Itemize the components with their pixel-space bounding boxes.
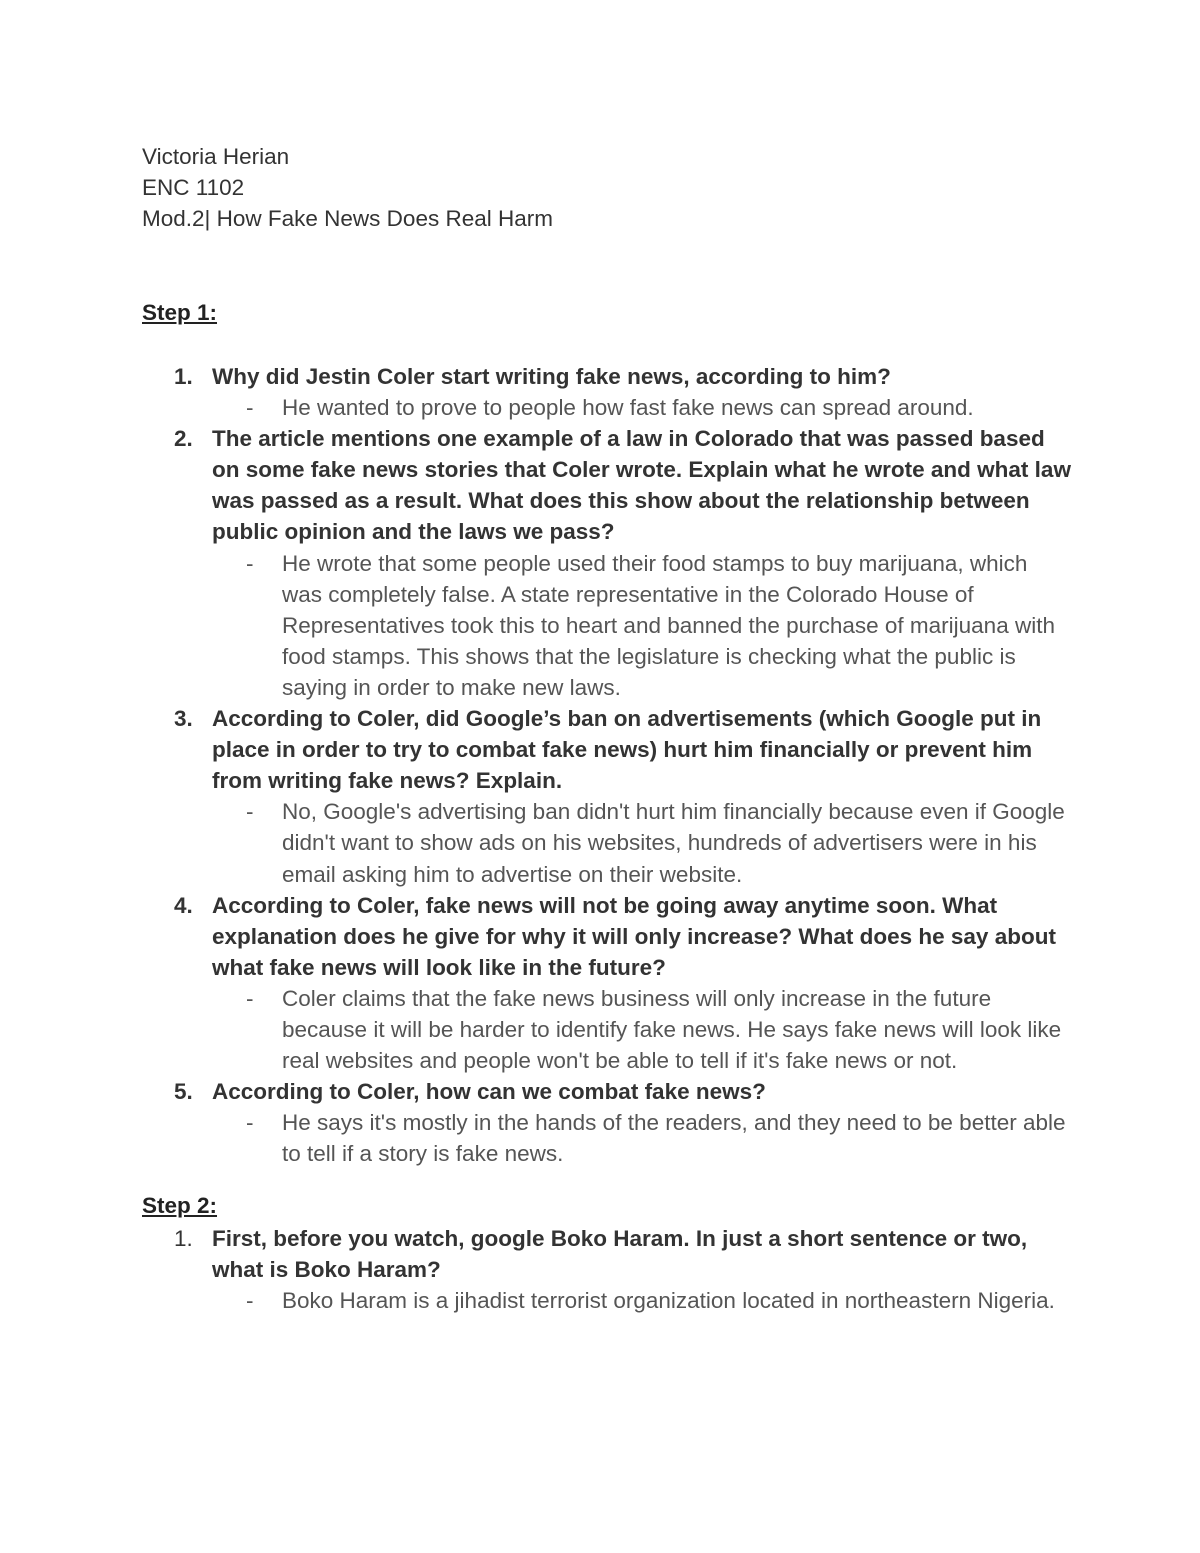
answer-bullet: - — [246, 550, 254, 576]
answer-text — [212, 1107, 1072, 1169]
step-1-heading: Step 1: — [142, 300, 218, 325]
answer-body: Boko Haram is a jihadist terrorist organization located in northeastern Nigeria. — [282, 1288, 1055, 1314]
answer-body: He says it's mostly in the hands of the readers, and they need to be better able to tell if a story is fake news. — [282, 1110, 1066, 1167]
answer-text — [212, 548, 1072, 703]
question-item — [142, 1076, 1072, 1169]
answer-text — [212, 796, 1072, 889]
step-1-question-list — [142, 361, 1072, 1169]
answer-bullet: - — [246, 1288, 254, 1314]
question-text: The article mentions one example of a law in Colorado that was passed based on some fake news stories that Coler wrote. Explain what he wrote and what law was passed as a result. What does this show about the relationship between public opinion and the laws we pass? — [212, 426, 1071, 545]
question-text: Why did Jestin Coler start writing fake news, according to him? — [212, 364, 891, 389]
answer-bullet: - — [246, 395, 254, 421]
question-item — [142, 361, 1072, 423]
question-text: According to Coler, fake news will not be going away anytime soon. What explanation does he give for why it will only increase? What does he say about what fake news will look like in the future? — [212, 892, 1056, 980]
question-number: 4. — [174, 892, 193, 918]
question-text: According to Coler, did Google’s ban on advertisements (which Google put in place in order to try to combat fake news) hurt him financially or prevent him from writing fake news? Explain. — [212, 706, 1042, 794]
answer-body: He wanted to prove to people how fast fake news can spread around. — [282, 395, 974, 421]
question-text: First, before you watch, google Boko Haram. In just a short sentence or two, what is Boko Haram? — [212, 1226, 1028, 1283]
answer-bullet: - — [246, 985, 254, 1011]
question-number: 3. — [174, 706, 193, 732]
answer-body: No, Google's advertising ban didn't hurt him financially because even if Google didn't want to show ads on his websites, hundreds of advertisers were in his email asking him to advertise on their website. — [282, 799, 1065, 887]
question-item — [142, 1223, 1072, 1316]
author-name: Victoria Herian — [142, 144, 290, 169]
answer-body: Coler claims that the fake news business will only increase in the future because it will be harder to identify fake news. He says fake news will look like real websites and people won't be able to tell if it's fake news or not. — [282, 985, 1062, 1074]
question-item — [142, 890, 1072, 1077]
step-2-question-list — [142, 1223, 1072, 1316]
question-text: According to Coler, how can we combat fake news? — [212, 1079, 766, 1105]
answer-text — [212, 392, 1072, 423]
question-number: 1. — [174, 364, 193, 389]
answer-bullet: - — [246, 799, 254, 825]
step-2-heading: Step 2: — [142, 1193, 218, 1218]
question-number: 2. — [174, 426, 193, 452]
answer-body: He wrote that some people used their food stamps to buy marijuana, which was completely false. A state representative in the Colorado House of Representatives took this to heart and banned the purchase of marijuana with food stamps. This shows that the legislature is checking what the public is saying in order to make new laws. — [282, 550, 1055, 700]
question-item — [142, 423, 1072, 703]
question-item — [142, 703, 1072, 890]
question-number: 5. — [174, 1079, 193, 1105]
answer-text — [212, 983, 1072, 1076]
document-header — [142, 141, 553, 235]
assignment-title: Mod.2| How Fake News Does Real Harm — [142, 206, 553, 232]
course-code: ENC 1102 — [142, 175, 245, 201]
question-number: 1. — [174, 1226, 193, 1251]
answer-bullet: - — [246, 1110, 254, 1136]
answer-text — [212, 1285, 1072, 1316]
